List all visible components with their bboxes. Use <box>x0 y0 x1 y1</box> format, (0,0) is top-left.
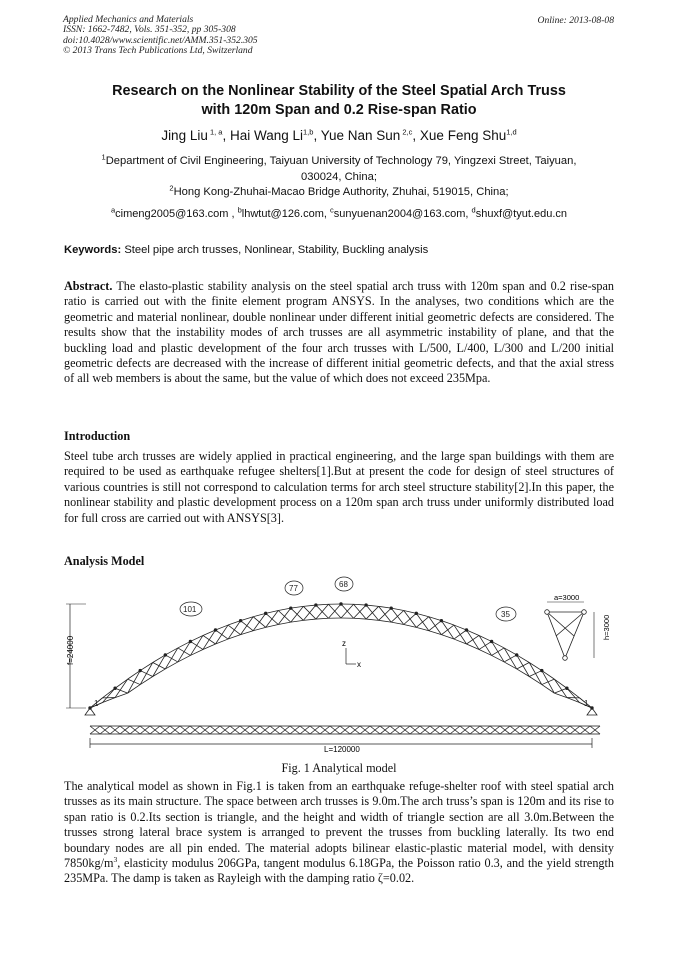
analytical-model-figure <box>64 576 614 758</box>
span-label: L=120000 <box>324 745 360 754</box>
intro-heading: Introduction <box>64 429 131 443</box>
analysis-heading: Analysis Model <box>64 554 145 568</box>
copyright-line: © 2013 Trans Tech Publications Ltd, Switzerland <box>63 45 253 57</box>
journal-header <box>63 15 258 57</box>
author-name: Xue Feng Shu <box>419 128 507 143</box>
unit-superscript: 3 <box>113 854 118 864</box>
author-sup: 2,c <box>402 127 413 137</box>
author-sup: 1, a <box>209 127 223 137</box>
node-label: 68 <box>339 580 348 589</box>
node-label: 35 <box>501 610 510 619</box>
affiliation-1: Department of Civil Engineering, Taiyuan University of Technology 79, Yingzexi Street, Taiyuan, <box>105 155 577 167</box>
keywords-text: Steel pipe arch trusses, Nonlinear, Stability, Buckling analysis <box>124 244 429 256</box>
author-name: Yue Nan Sun <box>320 128 401 143</box>
doi-line: doi:10.4028/www.scientific.net/AMM.351-352.305 <box>63 34 258 46</box>
intro-text: Steel tube arch trusses are widely applied in practical engineering, and the large span buildings with them are required to be used as earthquake refugee shelters[1].But at present the code for design of steel structures of various countries is still not correspond to calculation terms for arch steel structure stability[2].In this paper, the nonlinear stability and plastic development process on a 120m span arch truss under uniformly distributed load for full cross are carried out with ANSYS[3]. <box>64 449 614 525</box>
paper-title <box>40 82 638 120</box>
issn-line: ISSN: 1662-7482, Vols. 351-352, pp 305-308 <box>63 24 236 36</box>
node-label: 101 <box>183 605 197 614</box>
email-sup: c <box>330 205 334 215</box>
figure-caption: Fig. 1 Analytical model <box>281 761 397 775</box>
email-address[interactable]: shuxf@tyut.edu.cn <box>475 208 567 220</box>
affiliation-1-cont: 030024, China; <box>301 170 377 183</box>
affiliations <box>50 154 628 201</box>
email-address[interactable]: sunyuenan2004@163.com <box>333 208 466 220</box>
section-width-label: a=3000 <box>554 593 580 602</box>
keywords-line <box>64 244 428 256</box>
analysis-text <box>64 779 614 887</box>
affil-sup: 1 <box>101 152 106 162</box>
section-height-label: h=3000 <box>602 614 611 640</box>
title-line-2: with 120m Span and 0.2 Rise-span Ratio <box>201 102 477 118</box>
axis-x-label: x <box>357 660 361 669</box>
support-label: 1 <box>584 699 589 708</box>
arch-truss-drawing <box>64 576 614 758</box>
support-label: 1 <box>94 699 99 708</box>
rise-label: f=24000 <box>66 635 75 665</box>
analysis-text-main: The analytical model as shown in Fig.1 is taken from an earthquake refuge-shelter roof with steel spatial arch trusses as its main structure. The space between arch trusses is 9.0m.The arch truss’s span is 120m and its rise to span ratio is 0.2.Its section is triangle, and the height and width of triangle section are all 3.0m.Between the trusses strong lateral brace system is arranged to prevent the trusses from buckling laterally. Its two end boundary nodes are all pin ended. The material adopts bilinear elastic-plastic material model, with density 7850kg/m <box>64 779 614 871</box>
email-sup: a <box>110 205 116 215</box>
author-sup: 1,d <box>506 127 517 137</box>
abstract-text: The elasto-plastic stability analysis on the steel spatial arch truss with 120m span and 0.2 rise-span ratio is carried out with the finite element program ANSYS. In the analyses, two conditions which are the geometric and material nonlinear, double nonlinear under different initial geometric defects are considered. The results show that the instability modes of arch trusses are all asymmetric instability of plane, and that the buckling load and plastic development of the four arch trusses with L/500, L/400, L/300 and L/200 initial geometric defects are decreased with the increase of different initial geometric defects, and that the axial stress of all web members is about the same, but the value of which does not exceed 235Mpa. <box>64 279 614 386</box>
abstract <box>64 279 614 387</box>
author-sup: 1,b <box>303 127 314 137</box>
node-label: 77 <box>289 584 298 593</box>
abstract-label: Abstract. <box>64 279 113 293</box>
online-date: Online: 2013-08-08 <box>537 15 614 26</box>
keywords-label: Keywords: <box>64 244 122 256</box>
journal-name: Applied Mechanics and Materials <box>63 14 194 25</box>
axis-z-label: z <box>342 639 346 648</box>
analysis-text-end: , elasticity modulus 206GPa, tangent modulus 6.18GPa, the Poisson ratio 0.3, and the yield strength 235MPa. The damp is taken as Rayleigh with the damping ratio ζ=0.02. <box>64 856 614 886</box>
email-list: $^a$cimeng2005@163.com , $^b$lhwtut@126.com, $^c$sunyuenan2004@163.com, $^d$shuxf@tyut.edu.cn <box>110 205 567 220</box>
affiliation-2: Hong Kong-Zhuhai-Macao Bridge Authority, Zhuhai, 519015, China; <box>173 186 509 198</box>
author-list: Jing Liu $^{1, a}$, Hai Wang Li$^{1,b}$, Yue Nan Sun $^{2,c}$, Xue Feng Shu$^{1,d}$ <box>161 127 517 143</box>
email-sup: d <box>471 205 476 215</box>
affil-sup: 2 <box>169 183 174 193</box>
title-line-1: Research on the Nonlinear Stability of the Steel Spatial Arch Truss <box>112 83 566 99</box>
author-name: Jing Liu <box>161 128 208 143</box>
email-address[interactable]: cimeng2005@163.com <box>115 208 229 220</box>
email-sup: b <box>237 205 242 215</box>
author-name: Hai Wang Li <box>229 128 304 143</box>
email-address[interactable]: lhwtut@126.com <box>241 208 324 220</box>
